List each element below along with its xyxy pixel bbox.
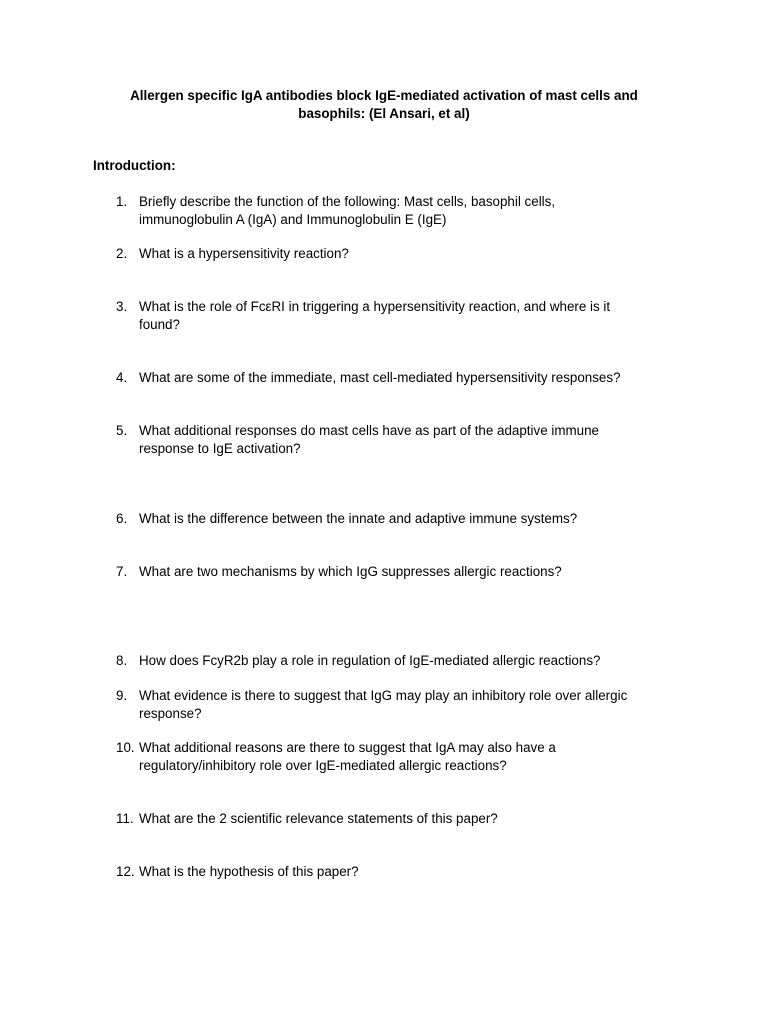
question-number: 2.	[116, 246, 128, 261]
question-number: 11.	[116, 811, 134, 826]
question-number: 12.	[116, 864, 135, 879]
question-text: What evidence is there to suggest that IgG may play an inhibitory role over allergic response?	[139, 688, 628, 721]
question-text: What is a hypersensitivity reaction?	[139, 246, 349, 261]
question-number: 4.	[116, 370, 128, 385]
question-number: 1.	[116, 194, 128, 209]
question-text: What are the 2 scientific relevance statements of this paper?	[139, 811, 498, 826]
question-text: What is the hypothesis of this paper?	[139, 864, 359, 879]
document-title: Allergen specific IgA antibodies block IgE-mediated activation of mast cells and basophils: (El Ansari, et al)	[130, 88, 638, 121]
question-text: What is the difference between the innate and adaptive immune systems?	[139, 511, 578, 526]
question-text: How does FcyR2b play a role in regulation of IgE-mediated allergic reactions?	[139, 653, 601, 668]
question-number: 7.	[116, 564, 128, 579]
question-text: What are some of the immediate, mast cell-mediated hypersensitivity responses?	[139, 370, 621, 385]
question-text: What additional reasons are there to suggest that IgA may also have a regulatory/inhibitory role over IgE-mediated allergic reactions?	[139, 740, 556, 773]
section-heading-introduction: Introduction:	[93, 158, 176, 173]
question-number: 9.	[116, 688, 128, 703]
question-text: What additional responses do mast cells have as part of the adaptive immune response to IgE activation?	[139, 423, 599, 456]
question-number: 10.	[116, 740, 135, 755]
question-number: 3.	[116, 299, 128, 314]
question-number: 5.	[116, 423, 128, 438]
question-text: What is the role of FcεRI in triggering a hypersensitivity reaction, and where is it found?	[139, 299, 611, 332]
question-text: What are two mechanisms by which IgG suppresses allergic reactions?	[139, 564, 562, 579]
question-text: Briefly describe the function of the following: Mast cells, basophil cells, immunoglobulin A (IgA) and Immunoglobulin E (IgE)	[139, 194, 556, 227]
question-number: 8.	[116, 653, 128, 668]
question-number: 6.	[116, 511, 128, 526]
